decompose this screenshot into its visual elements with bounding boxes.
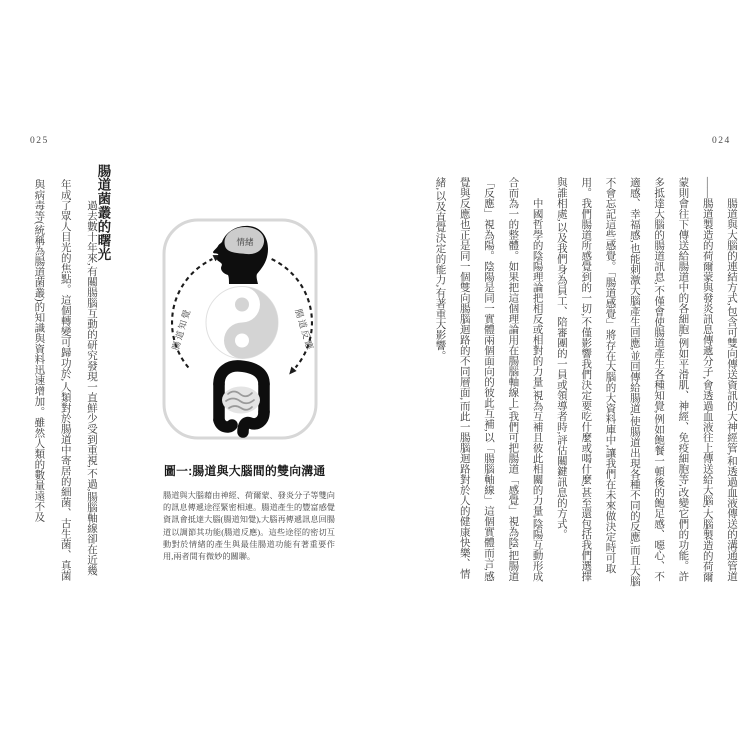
body-text	[403, 177, 743, 589]
section-heading: 腸道菌叢的曙光	[96, 164, 111, 262]
flow-label-gut-sensation: 腸道知覺	[170, 306, 193, 352]
flow-label-gut-reaction: 腸道反應	[293, 307, 316, 353]
figure-description: 腸道與大腦藉由神經、荷爾蒙、發炎分子等雙向的訊息傳遞途徑緊密相連。腸道產生的豐富感覺資訊會抵達大腦(腸道知覺),大腦再傳遞訊息回腸道以調節其功能(腸道反應)。這些途徑的密切互動對於情緒的產生與最佳腸道功能有著重要作用,兩者間有微妙的關聯。	[163, 491, 335, 562]
paragraph: 腸道與大腦的連結方式,包含可雙向傳送資訊的大神經管,和透過血液傳送的溝通管道——腸道製造的荷爾蒙與發炎訊息傳遞分子,會透過血液往上傳送給大腦;大腦製造的荷爾蒙則會往下傳送給腸道中的各細胞,例如平滑肌、神經、免疫細胞等,改變它們的功能。許多抵達大腦的腸道訊息,不僅會使腸道產生各種知覺,例如飽餐一頓後的飽足感、噁心、不適感、幸福感,也能刺激大腦產生回應,並回傳給腸道,使腸道出現各種不同的反應,而且大腦不會忘記這些感覺。「腸道感覺」將存在大腦的大資料庫中,讓我們在未來做決定時可取用。我們腸道所感覺到的一切,不僅影響我們決定要吃什麼或喝什麼,甚至還包括我們選擇與誰相處,以及我們身為員工、陪審團的一員或領導者時,評估關鍵訊息的方式。	[555, 177, 737, 587]
emotion-label: 情緒	[236, 237, 254, 247]
figure-caption: 圖一:腸道與大腦間的雙向溝通	[164, 464, 326, 478]
body-text	[25, 179, 104, 581]
page-number: 025	[30, 136, 49, 146]
yinyang-icon	[206, 287, 278, 359]
page-number: 024	[712, 136, 731, 146]
gut-brain-figure	[162, 218, 318, 440]
figure-block	[162, 218, 334, 563]
paragraph: 中國哲學的陰陽理論把相反或相對的力量,視為互補且彼此相關的力量,陰陽互動形成合而為一的整體。如果把這個理論用在腸腦軸線上,我們可把腸道「感覺」視為陰,把腸道「反應」視為陽。陰陽是同一實體兩個面向的彼此互補,以「腸腦軸線」這個實體而言,感覺與反應也正是同一個雙向腸腦迴路的不同層面,而此一腸腦迴路對於人的健康快樂、情緒,以及直覺決定的能力,有著重大影響。	[434, 177, 543, 582]
paragraph: 過去數十年來,有關腸腦互動的研究發現一直鮮少受到重視,不過,腸腦軸線卻在近幾年成了眾人目光的焦點。這個轉變可歸功於,人類對於腸道中寄居的細菌、古生菌、真菌與病毒等(統稱為腸道菌叢)的知識與資料迅速增加。雖然人類的數量遠不及	[33, 179, 97, 581]
